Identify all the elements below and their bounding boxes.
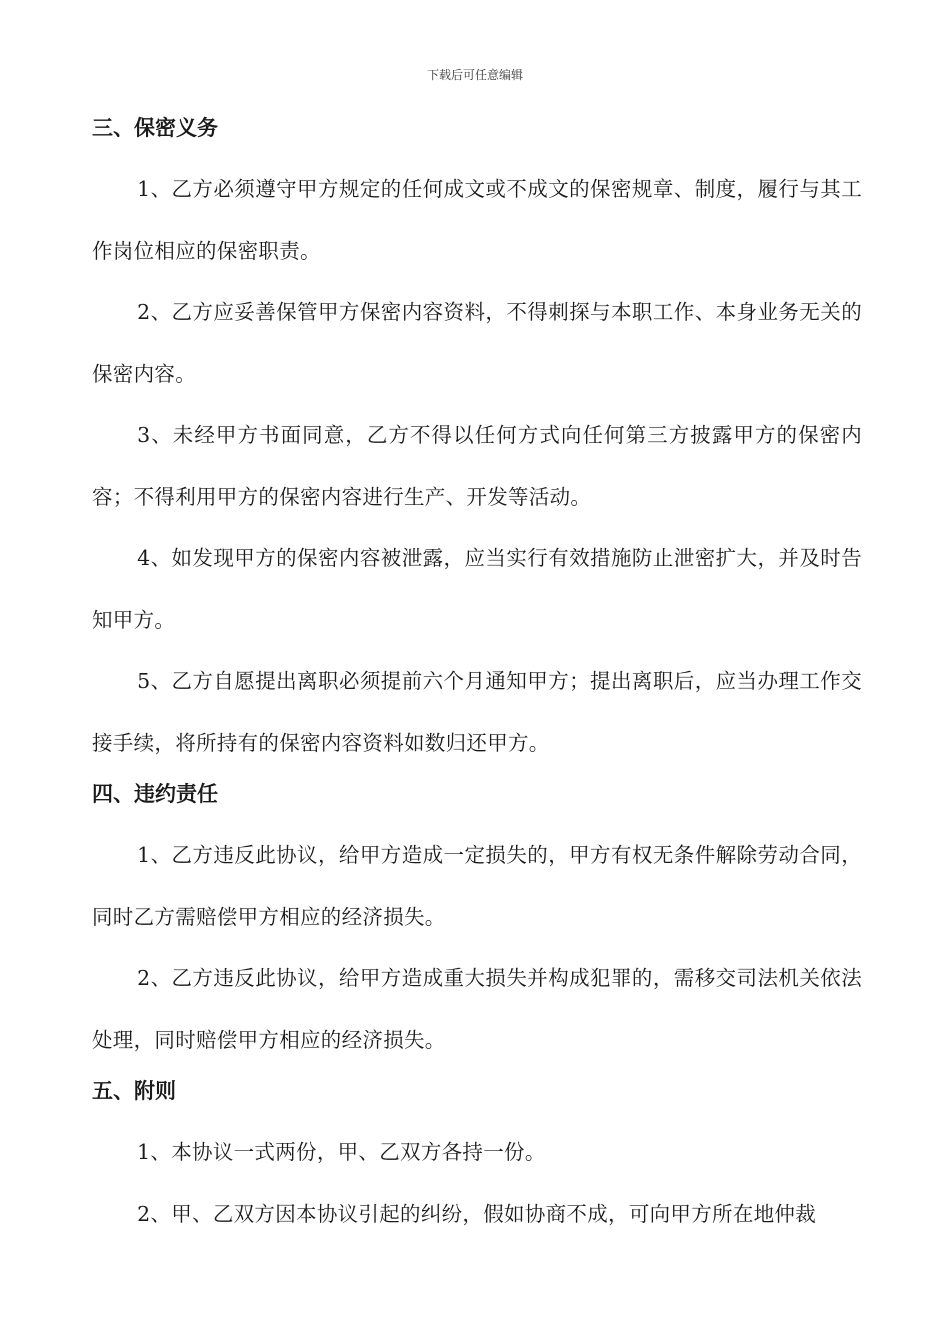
paragraph: 2、甲、乙双方因本协议引起的纠纷，假如协商不成，可向甲方所在地仲裁 — [137, 1201, 817, 1226]
paragraph: 3、未经甲方书面同意，乙方不得以任何方式向任何第三方披露甲方的保密内容；不得利用甲方的保密内容进行生产、开发等活动。 — [92, 423, 862, 509]
section-liability — [92, 774, 862, 1071]
paragraph: 2、乙方应妥善保管甲方保密内容资料，不得刺探与本职工作、本身业务无关的保密内容。 — [92, 300, 862, 386]
section-title: 三、保密义务 — [92, 116, 218, 140]
paragraph: 1、乙方违反此协议，给甲方造成一定损失的，甲方有权无条件解除劳动合同，同时乙方需赔偿甲方相应的经济损失。 — [92, 843, 862, 929]
paragraph: 1、本协议一式两份，甲、乙双方各持一份。 — [137, 1140, 546, 1164]
header-note: 下载后可任意编辑 — [426, 68, 523, 82]
paragraph: 4、如发现甲方的保密内容被泄露，应当实行有效措施防止泄密扩大，并及时告知甲方。 — [92, 546, 862, 632]
paragraph: 5、乙方自愿提出离职必须提前六个月通知甲方；提出离职后，应当办理工作交接手续，将所持有的保密内容资料如数归还甲方。 — [92, 669, 862, 755]
section-title: 五、附则 — [92, 1079, 176, 1103]
section-confidentiality — [92, 108, 862, 774]
section-title: 四、违约责任 — [92, 782, 218, 806]
paragraph: 1、乙方必须遵守甲方规定的任何成文或不成文的保密规章、制度，履行与其工作岗位相应的保密职责。 — [92, 177, 862, 263]
section-supplementary — [92, 1071, 862, 1245]
paragraph: 2、乙方违反此协议，给甲方造成重大损失并构成犯罪的，需移交司法机关依法处理，同时赔偿甲方相应的经济损失。 — [92, 966, 862, 1052]
document-body — [92, 108, 862, 1245]
